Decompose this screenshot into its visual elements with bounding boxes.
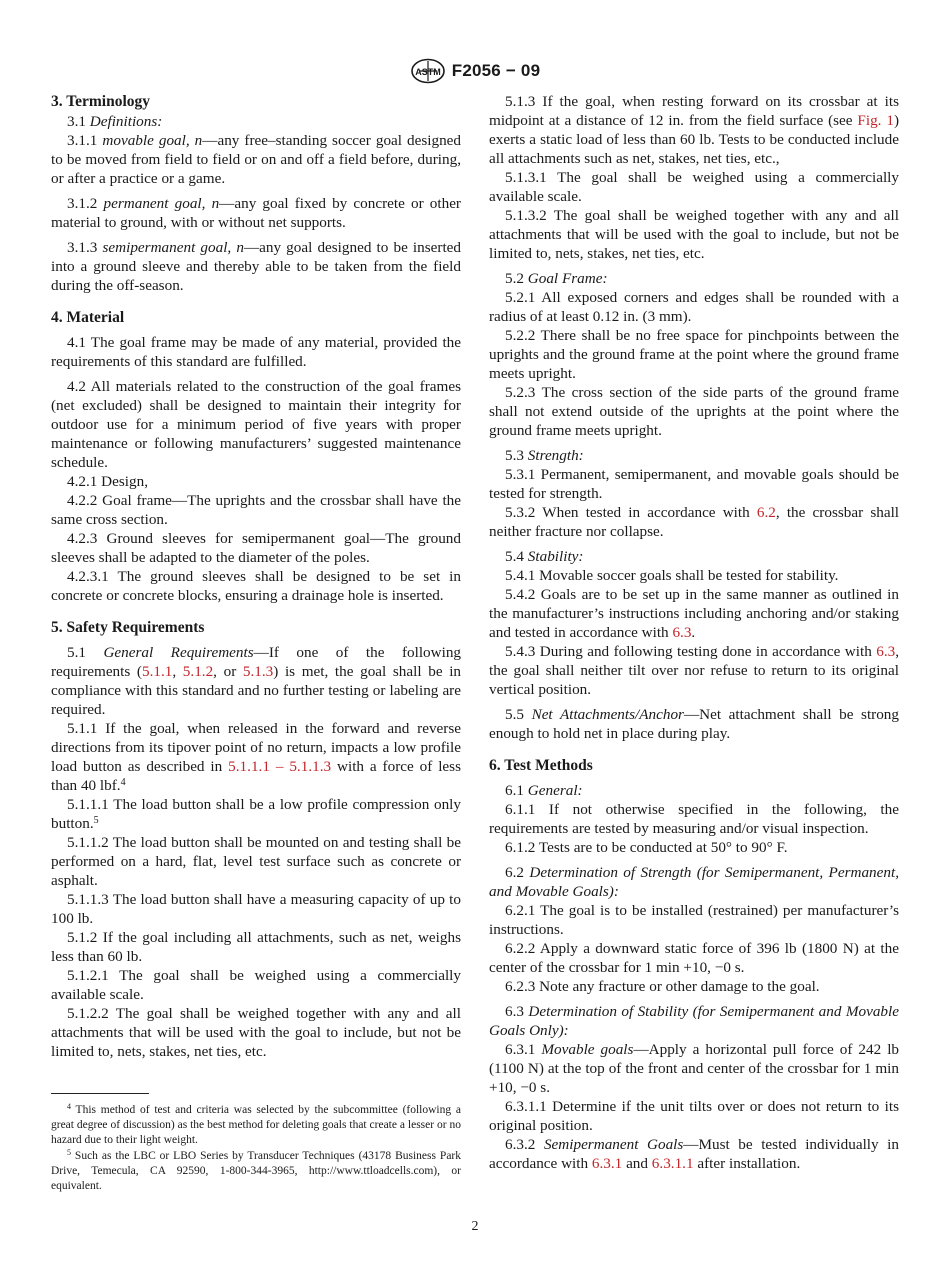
- ref-5-1-1[interactable]: 5.1.1: [141, 663, 173, 680]
- clause-5-1-2-2: 5.1.2.2 The goal shall be weighed together with any and all attachments that will be used with the goal to include, but not be limited to, nets, stakes, net ties, etc.: [51, 1005, 461, 1060]
- clause-3-1-2: 3.1.2 permanent goal, n—any goal fixed by concrete or other material to ground, with or without net supports.: [51, 195, 461, 231]
- ref-6-3-b[interactable]: 6.3: [876, 643, 896, 660]
- logo-lettering: ASTM: [415, 67, 441, 77]
- clause-5-1-1: 5.1.1 If the goal, when released in the forward and reverse directions from its tipover point of no return, impacts a low profile load button as described in 5.1.1.1 – 5.1.1.3 with a force of less than 40 lbf.$^4$: [51, 720, 461, 794]
- clause-6-1-1: 6.1.1 If not otherwise specified in the following, the requirements are tested by measuring and/or visual inspection.: [489, 801, 899, 837]
- left-column: [51, 92, 461, 1061]
- clause-3-1: 3.1 Definitions:: [67, 113, 163, 130]
- clause-5-2-2: 5.2.2 There shall be no free space for pinchpoints between the uprights and the ground frame at the point where the ground frame meets upright.: [489, 327, 899, 382]
- clause-5-4-3: 5.4.3 During and following testing done in accordance with 6.3, the goal shall neither tilt over nor refuse to return to its original vertical position.: [489, 643, 899, 698]
- clause-5-1-2: 5.1.2 If the goal including all attachments, such as net, weighs less than 60 lb.: [51, 929, 461, 965]
- clause-6-1: 6.1 General:: [505, 782, 583, 799]
- clause-4-1: 4.1 The goal frame may be made of any material, provided the requirements of this standard are fulfilled.: [51, 334, 461, 370]
- footnote-ref-5[interactable]: 5: [93, 815, 99, 826]
- ref-fig-1[interactable]: Fig. 1: [857, 112, 894, 129]
- clause-5-5: 5.5 Net Attachments/Anchor—Net attachment shall be strong enough to hold net in place during play.: [489, 706, 899, 742]
- clause-5-3: 5.3 Strength:: [505, 447, 584, 464]
- ref-5-1-2[interactable]: 5.1.2: [182, 663, 214, 680]
- clause-5-4-1: 5.4.1 Movable soccer goals shall be tested for stability.: [505, 567, 839, 584]
- clause-6-3-2: 6.3.2 Semipermanent Goals—Must be tested individually in accordance with 6.3.1 and 6.3.1.1 after installation.: [489, 1136, 899, 1172]
- clause-6-2: 6.2 Determination of Strength (for Semipermanent, Permanent, and Movable Goals):: [489, 864, 899, 900]
- clause-6-2-2: 6.2.2 Apply a downward static force of 396 lb (1800 N) at the center of the crossbar for 1 min +10, −0 s.: [489, 940, 899, 976]
- clause-5-2-1: 5.2.1 All exposed corners and edges shall be rounded with a radius of at least 0.12 in. (3 mm).: [489, 289, 899, 325]
- document-number: F2056 − 09: [451, 61, 541, 80]
- clause-6-3: 6.3 Determination of Stability (for Semipermanent and Movable Goals Only):: [489, 1003, 899, 1039]
- astm-logo-icon: [410, 58, 446, 84]
- footnotes: [51, 1103, 461, 1195]
- clause-4-2-3: 4.2.3 Ground sleeves for semipermanent goal—The ground sleeves shall be adapted to the diameter of the poles.: [51, 530, 461, 566]
- clause-5-1-3-1: 5.1.3.1 The goal shall be weighed using a commercially available scale.: [489, 169, 899, 205]
- clause-6-2-3: 6.2.3 Note any fracture or other damage to the goal.: [505, 978, 820, 995]
- clause-5-1-2-1: 5.1.2.1 The goal shall be weighed using a commercially available scale.: [51, 967, 461, 1003]
- section-5-heading: 5. Safety Requirements: [51, 619, 205, 636]
- right-column: [489, 92, 899, 1173]
- section-3-heading: 3. Terminology: [51, 93, 151, 110]
- clause-6-2-1: 6.2.1 The goal is to be installed (restrained) per manufacturer’s instructions.: [489, 902, 899, 938]
- clause-4-2-3-1: 4.2.3.1 The ground sleeves shall be designed to be set in concrete or concrete blocks, ensuring a drainage hole is inserted.: [51, 568, 461, 604]
- clause-6-1-2: 6.1.2 Tests are to be conducted at 50° to 90° F.: [505, 839, 788, 856]
- clause-6-3-1-1: 6.3.1.1 Determine if the unit tilts over or does not return to its original position.: [489, 1098, 899, 1134]
- clause-5-1: 5.1 General Requirements—If one of the following requirements (5.1.1, 5.1.2, or 5.1.3) is met, the goal shall be in compliance with this standard and no further testing or labeling are required.: [51, 644, 462, 718]
- clause-4-2-2: 4.2.2 Goal frame—The uprights and the crossbar shall have the same cross section.: [51, 492, 461, 528]
- clause-5-4-2: 5.4.2 Goals are to be set up in the same manner as outlined in the manufacturer’s instructions including anchoring and/or staking and tested in accordance with 6.3.: [489, 586, 899, 641]
- section-4-heading: 4. Material: [51, 309, 125, 326]
- clause-3-1-3: 3.1.3 semipermanent goal, n—any goal designed to be inserted into a ground sleeve and thereby able to be taken from the field during the off-season.: [51, 239, 462, 294]
- ref-6-3-a[interactable]: 6.3: [672, 624, 692, 641]
- ref-6-3-1-1[interactable]: 6.3.1.1: [651, 1155, 694, 1172]
- clause-5-1-1-1: 5.1.1.1 The load button shall be a low profile compression only button.$^5$: [51, 796, 461, 832]
- ref-5-1-1-1-range[interactable]: 5.1.1.1 – 5.1.1.3: [228, 758, 332, 775]
- ref-6-2[interactable]: 6.2: [756, 504, 776, 521]
- footnote-ref-4[interactable]: 4: [120, 777, 126, 788]
- clause-5-4: 5.4 Stability:: [505, 548, 584, 565]
- clause-6-3-1: 6.3.1 Movable goals—Apply a horizontal pull force of 242 lb (1100 N) at the top of the front and center of the crossbar for 1 min +10, −0 s.: [489, 1041, 900, 1096]
- footnote-divider: [51, 1093, 149, 1094]
- clause-4-2-1: 4.2.1 Design,: [67, 473, 148, 490]
- footnote-4: $^4$ This method of test and criteria was selected by the subcommittee (following a great degree of discussion) as the best method for deleting goals that create a lesser or no hazard due to their light weight.: [51, 1102, 461, 1146]
- clause-5-1-1-3: 5.1.1.3 The load button shall have a measuring capacity of up to 100 lb.: [51, 891, 461, 927]
- clause-5-2: 5.2 Goal Frame:: [505, 270, 608, 287]
- clause-5-3-2: 5.3.2 When tested in accordance with 6.2, the crossbar shall neither fracture nor collapse.: [489, 504, 900, 540]
- clause-5-2-3: 5.2.3 The cross section of the side parts of the ground frame shall not extend outside of the uprights at the point where the ground frame meets upright.: [489, 384, 899, 439]
- footnote-5: $^5$ Such as the LBC or LBO Series by Transducer Techniques (43178 Business Park Drive, Temecula, CA 92590, 1-800-344-3965, http://www.ttloadcells.com), or equivalent.: [51, 1148, 461, 1192]
- clause-5-3-1: 5.3.1 Permanent, semipermanent, and movable goals should be tested for strength.: [489, 466, 899, 502]
- clause-3-1-1: 3.1.1 movable goal, n—any free–standing soccer goal designed to be moved from field to field or on and off a field before, during, or after a practice or a game.: [51, 132, 462, 187]
- clause-5-1-3: 5.1.3 If the goal, when resting forward on its crossbar at its midpoint at a distance of 12 in. from the field surface (see Fig. 1) exerts a static load of less than 60 lb. Tests to be conducted include all attachments such as net, stakes, net ties, etc.,: [489, 93, 899, 167]
- ref-5-1-3[interactable]: 5.1.3: [242, 663, 274, 680]
- ref-6-3-1[interactable]: 6.3.1: [591, 1155, 623, 1172]
- page-header: [0, 56, 950, 86]
- clause-5-1-3-2: 5.1.3.2 The goal shall be weighed together with any and all attachments that will be used with the goal to include, but not be limited to, nets, stakes, net ties, etc.: [489, 207, 899, 262]
- clause-5-1-1-2: 5.1.1.2 The load button shall be mounted on and testing shall be performed on a hard, flat, level test surface such as concrete or asphalt.: [51, 834, 461, 889]
- page-number: 2: [471, 1219, 479, 1234]
- clause-4-2: 4.2 All materials related to the construction of the goal frames (net excluded) shall be designed to maintain their integrity for outdoor use for a minimum period of five years with proper maintenance or following manufacturers’ suggested maintenance schedule.: [51, 378, 461, 471]
- section-6-heading: 6. Test Methods: [489, 757, 593, 774]
